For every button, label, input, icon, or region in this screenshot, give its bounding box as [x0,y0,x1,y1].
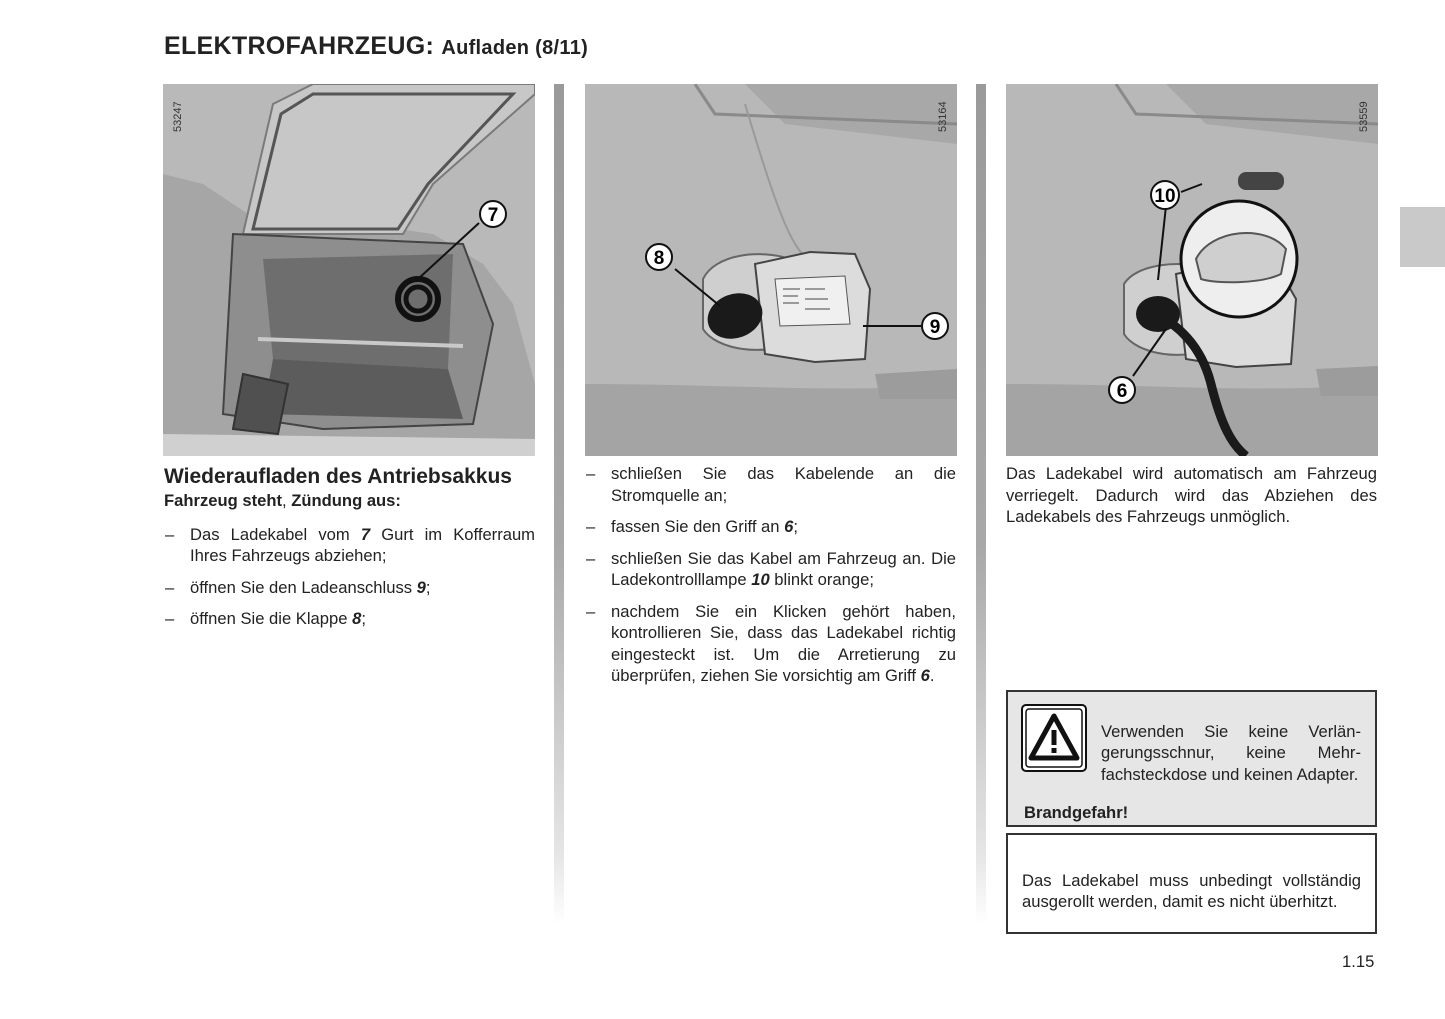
ref-number: 8 [352,609,362,628]
column-separator [554,84,564,924]
list-item: – schließen Sie das Kabel am Fahrzeug an. Die Ladekontrolllampe 10 blinkt orange; [585,548,956,591]
lock-info-text: Das Ladekabel wird automatisch am Fahrzeug verriegelt. Dadurch wird das Abziehen des Ladekabels des Fahrzeugs unmöglich. [1006,464,1377,526]
page-number: 1.15 [1342,952,1375,971]
section-tab [1400,207,1445,267]
step-list [164,524,535,630]
title-main: ELEKTROFAHRZEUG: [164,32,435,60]
list-item: – öffnen Sie den Ladeanschluss 9; [164,577,535,599]
condition-a: Fahrzeug steht [164,491,283,510]
note-box [1006,833,1377,934]
callout-7: 7 [487,205,499,226]
ref-number: 6 [784,517,794,536]
warning-text: Verwenden Sie keine Verlängerungsschnur, keine Mehrfachsteckdose und keinen Adapter. [1101,721,1361,784]
figure-trunk-cable [163,84,535,456]
page-title [164,32,588,61]
figure-number: 53247 [172,101,184,132]
list-item: – Das Ladekabel vom 7 Gurt im Kofferraum Ihres Fahrzeugs abziehen; [164,524,535,567]
ref-number: 7 [360,524,371,544]
condition-line [164,490,535,512]
callout-9: 9 [929,317,941,338]
warning-box [1006,690,1377,827]
title-sub: Aufladen (8/11) [441,37,589,59]
list-item: – öffnen Sie die Klappe 8; [164,608,535,630]
list-item: – fassen Sie den Griff an 6; [585,516,956,538]
note-text: Das Ladekabel muss unbedingt vollständig ausgerollt werden, damit es nicht überhitzt. [1022,870,1361,912]
figure-charge-flap [585,84,957,456]
ref-number: 6 [920,666,930,685]
ref-number: 10 [751,570,770,589]
figure-number: 53164 [937,101,949,132]
trunk-illustration [163,84,535,456]
section-heading: Wiederaufladen des Antriebsakkus [164,465,512,488]
plugged-cable-illustration [1006,84,1378,456]
callout-10: 10 [1154,186,1176,207]
condition-b: Zündung aus: [291,491,401,510]
step-list [585,463,956,687]
column-separator [976,84,986,924]
ref-number: 9 [416,577,426,597]
callout-8: 8 [653,248,665,269]
warning-triangle-icon [1021,704,1087,772]
warning-emphasis: Brandgefahr! [1024,802,1129,822]
figure-number: 53559 [1358,101,1370,132]
condition-separator: , [282,491,292,510]
figure-plugged-cable [1006,84,1378,456]
charge-flap-illustration [585,84,957,456]
list-item: – schließen Sie das Kabelende an die Stromquelle an; [585,463,956,506]
column-3 [1006,463,1377,528]
callout-6: 6 [1116,381,1128,402]
column-1 [164,464,535,640]
column-2 [585,463,956,697]
list-item: – nachdem Sie ein Klicken gehört haben, kontrollieren Sie, dass das Ladekabel richtig eingesteckt ist. Um die Arretierung zu überprüfen, ziehen Sie vorsichtig am Griff 6. [585,601,956,687]
